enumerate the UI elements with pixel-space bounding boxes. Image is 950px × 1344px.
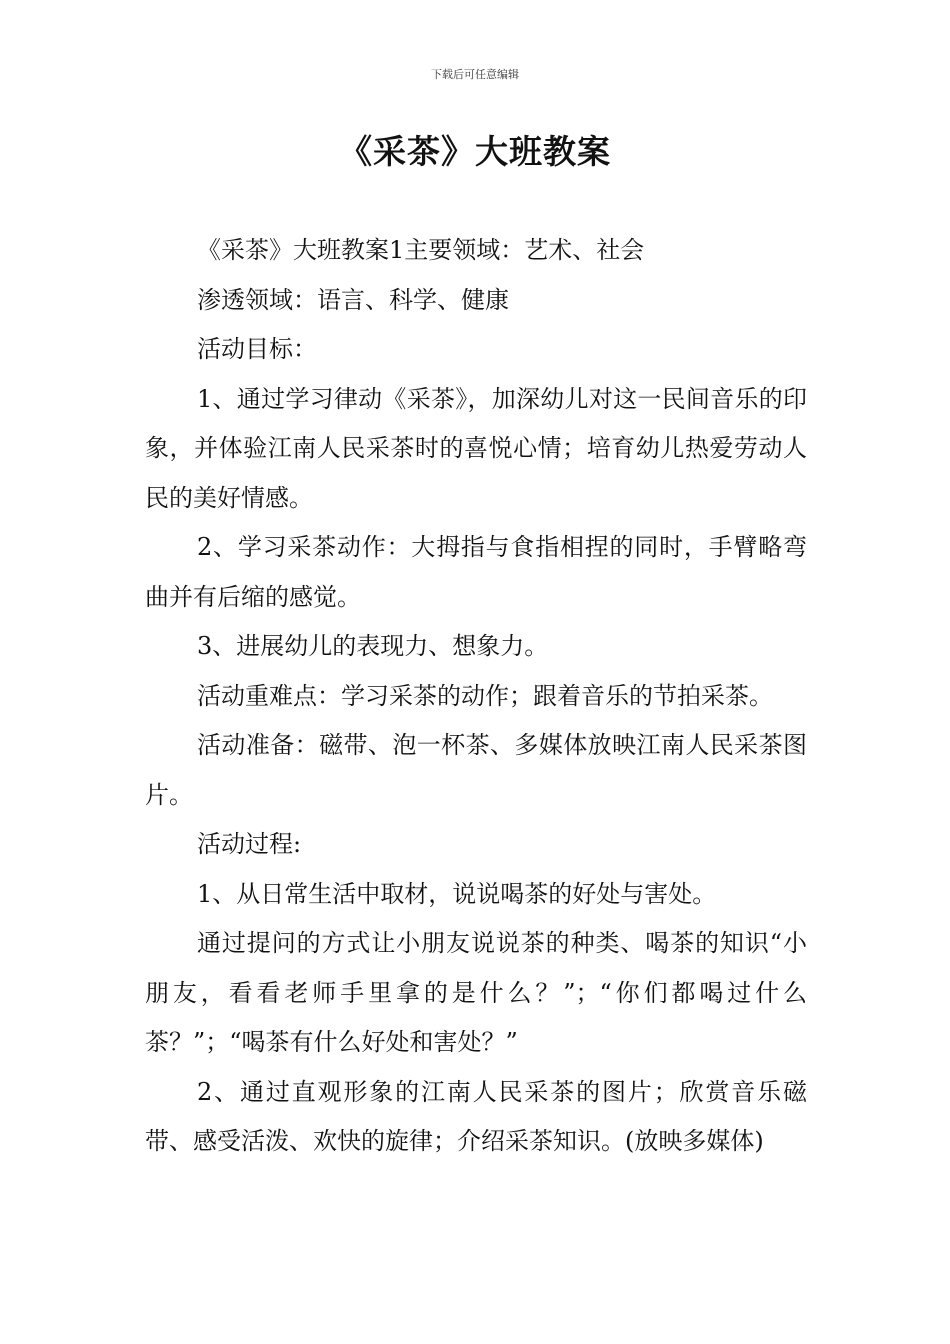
paragraph-goal-1: 1、通过学习律动《采茶》，加深幼儿对这一民间音乐的印象，并体验江南人民采茶时的喜悦心情；培育幼儿热爱劳动人民的美好情感。 <box>145 384 807 512</box>
paragraph-goals-heading: 活动目标： <box>197 335 317 363</box>
document-body <box>145 226 807 1167</box>
document-title: 《采茶》大班教案 <box>339 132 611 171</box>
paragraph-preparation: 活动准备：磁带、泡一杯茶、多媒体放映江南人民采茶图片。 <box>145 731 807 809</box>
paragraph-step-1-detail: 通过提问的方式让小朋友说说茶的种类、喝茶的知识“小朋友，看看老师手里拿的是什么？”；“你们都喝过什么茶？”；“喝茶有什么好处和害处？” <box>145 929 807 1056</box>
paragraph-step-1: 1、从日常生活中取材，说说喝茶的好处与害处。 <box>197 879 717 908</box>
paragraph-key-points: 活动重难点：学习采茶的动作；跟着音乐的节拍采茶。 <box>197 681 773 710</box>
paragraph-related-domains: 渗透领域：语言、科学、健康 <box>197 285 509 314</box>
paragraph-goal-3: 3、进展幼儿的表现力、想象力。 <box>197 632 549 660</box>
paragraph-goal-2: 2、学习采茶动作：大拇指与食指相捏的同时，手臂略弯曲并有后缩的感觉。 <box>145 533 807 611</box>
header-note: 下载后可任意编辑 <box>431 68 519 81</box>
paragraph-main-domain: 《采茶》大班教案1主要领域：艺术、社会 <box>197 236 645 264</box>
paragraph-step-2: 2、通过直观形象的江南人民采茶的图片；欣赏音乐磁带、感受活泼、欢快的旋律；介绍采茶知识。(放映多媒体) <box>145 1077 807 1155</box>
paragraph-process-heading: 活动过程: <box>197 830 302 858</box>
